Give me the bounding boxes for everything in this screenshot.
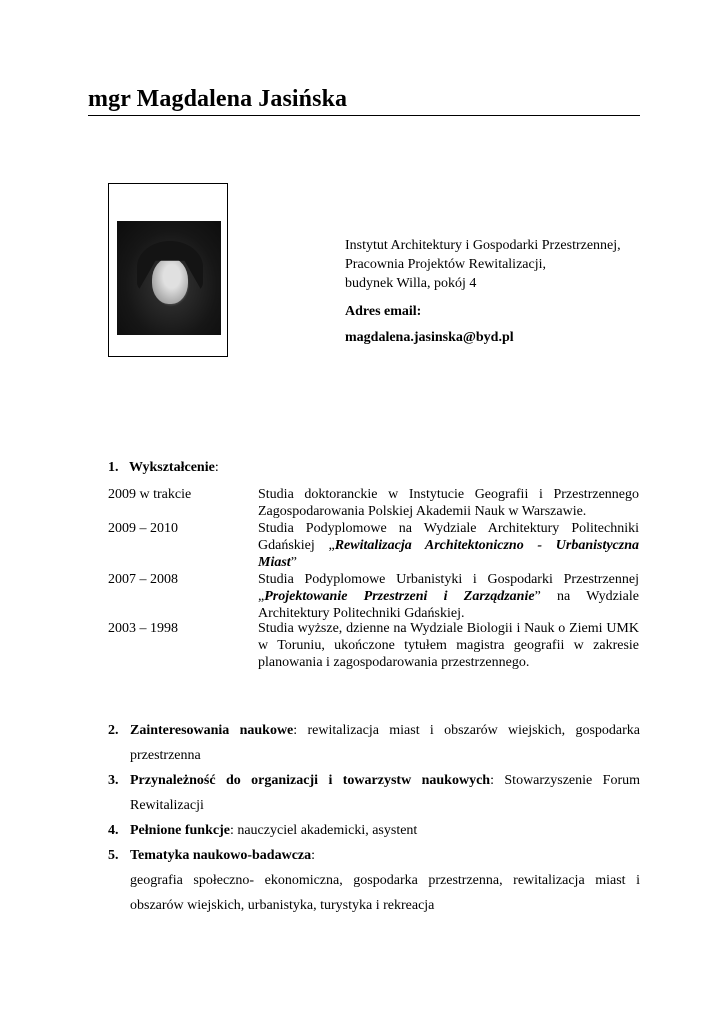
section-number: 4. <box>108 823 119 838</box>
email-label: Adres email: <box>345 304 422 319</box>
education-desc-post: ” na Wydziale Architektury Politechniki Gdańskiej. <box>258 589 639 621</box>
education-colon: : <box>214 460 219 475</box>
education-desc <box>258 520 639 571</box>
address-line: Pracownia Projektów Rewitalizacji, <box>345 257 546 272</box>
education-desc: Studia doktoranckie w Instytucie Geografii i Przestrzennego Zagospodarowania Polskiej Akademii Nauk w Warszawie. <box>258 487 639 519</box>
section-number: 5. <box>108 848 119 863</box>
education-heading <box>108 460 219 476</box>
section-label: Przynależność do organizacji i towarzystw naukowych <box>130 773 491 788</box>
section-label: Tematyka naukowo-badawcza <box>130 848 312 863</box>
cv-sections <box>108 718 640 918</box>
address-line: Instytut Architektury i Gospodarki Przestrzennej, <box>345 238 621 253</box>
education-date: 2007 – 2008 <box>108 572 178 587</box>
address-line: budynek Willa, pokój 4 <box>345 276 477 291</box>
section-research <box>108 843 640 868</box>
section-memberships <box>108 768 640 818</box>
section-functions <box>108 818 640 843</box>
education-date: 2003 – 1998 <box>108 621 178 636</box>
research-topics: geografia społeczno- ekonomiczna, gospodarka przestrzenna, rewitalizacja miast i obszarów wiejskich, urbanistyka, turystyka i rekreacja <box>130 873 640 913</box>
education-desc <box>258 571 639 622</box>
section-text: : <box>311 848 316 863</box>
education-desc: Studia wyższe, dzienne na Wydziale Biologii i Nauk o Ziemi UMK w Toruniu, ukończone tytułem magistra geografii w zakresie planowania i zagospodarowania przestrzennego. <box>258 621 639 670</box>
education-desc-pre: Studia Podyplomowe Urbanistyki i Gospodarki Przestrzennej „ <box>258 572 639 604</box>
photo-face <box>152 258 188 304</box>
email-address[interactable]: magdalena.jasinska@byd.pl <box>345 330 514 345</box>
education-date: 2009 – 2010 <box>108 521 178 536</box>
section-number: 3. <box>108 773 119 788</box>
education-desc-title: Projektowanie Przestrzeni i Zarządzanie <box>264 589 535 604</box>
address-block <box>345 236 621 293</box>
profile-photo <box>117 221 221 335</box>
photo-frame <box>108 183 228 357</box>
education-desc-title: Rewitalizacja Architektoniczno - Urbanistyczna Miast <box>258 538 640 570</box>
title-underline <box>88 115 640 116</box>
education-title: Wykształcenie <box>129 460 215 475</box>
education-number: 1. <box>108 460 119 475</box>
section-label: Pełnione funkcje <box>130 823 230 838</box>
section-number: 2. <box>108 723 119 738</box>
section-interests <box>108 718 640 768</box>
education-desc-pre: Studia Podyplomowe na Wydziale Architektury Politechniki Gdańskiej „ <box>258 521 639 553</box>
education-desc-post: ” <box>290 555 297 570</box>
page-title: mgr Magdalena Jasińska <box>88 86 348 112</box>
section-text: : rewitalizacja miast i obszarów wiejskich, gospodarka przestrzenna <box>130 723 640 763</box>
section-text: : nauczyciel akademicki, asystent <box>229 823 418 838</box>
education-date: 2009 w trakcie <box>108 487 192 502</box>
section-label: Zainteresowania naukowe <box>130 723 294 738</box>
section-text: : Stowarzyszenie Forum Rewitalizacji <box>130 773 641 813</box>
